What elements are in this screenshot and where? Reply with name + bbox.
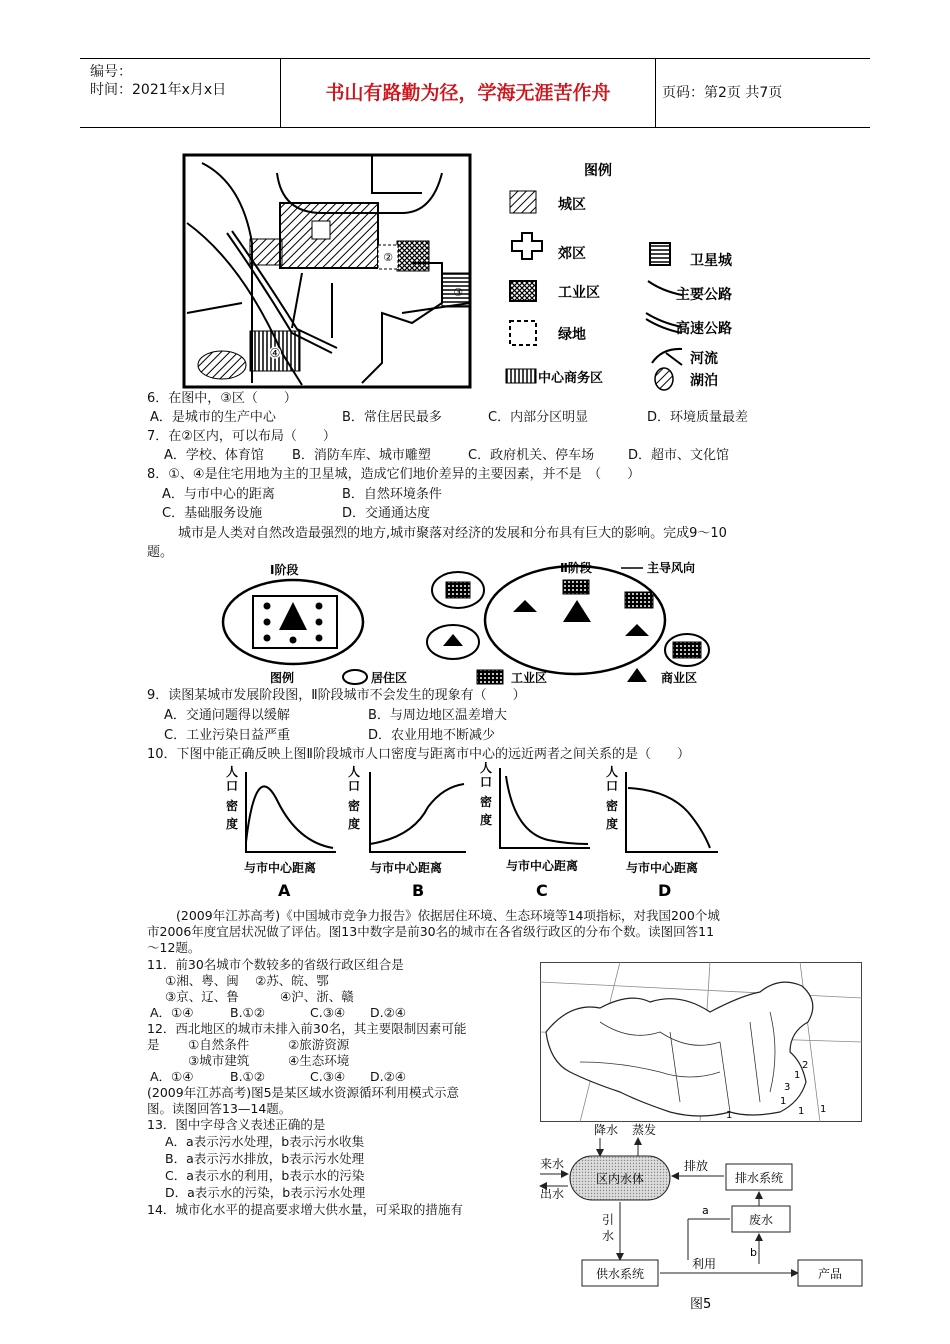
- legend-highway: 高速公路: [676, 321, 732, 337]
- legend-city: 城区: [558, 197, 586, 213]
- q14-stem: 14．城市化水平的提高要求增大供水量，可采取的措施有: [147, 1202, 463, 1217]
- intro-11-12-line3: ～12题。: [147, 940, 201, 955]
- q10-stem: 10．下图中能正确反映上图Ⅱ阶段城市人口密度与距离市中心的远近两者之间关系的是（ ）: [147, 747, 690, 762]
- q11-option-c: C.③④: [310, 1005, 346, 1020]
- q6-option-d: D．环境质量最差: [647, 410, 749, 425]
- q12-option-a: A．①④: [150, 1069, 194, 1084]
- svg-text:出水: 出水: [540, 1187, 565, 1201]
- svg-text:口: 口: [606, 779, 619, 793]
- curve-d: [606, 765, 718, 900]
- q8-option-a: A．与市中心的距离: [162, 487, 275, 502]
- header-motto: 书山有路勤为径，学海无涯苦作舟: [280, 59, 656, 127]
- time-label: 时间：2021年x月x日: [90, 82, 227, 98]
- legend-satellite: 卫星城: [690, 253, 732, 269]
- legend-main-road: 主要公路: [676, 287, 732, 303]
- intro-11-12-line1: (2009年江苏高考)《中国城市竞争力报告》依据居住环境、生态环境等14项指标，对我国200个城: [176, 908, 720, 923]
- svg-text:与市中心距离: 与市中心距离: [626, 861, 699, 875]
- page-info: 页码：第2页 共7页: [662, 85, 783, 101]
- q8-stem: 8．①、④是住宅用地为主的卫星城，造成它们地价差异的主要因素，并不是 （ ）: [147, 467, 641, 482]
- svg-text:度: 度: [480, 813, 493, 827]
- q12-group-2: ②旅游资源: [288, 1037, 350, 1052]
- svg-text:与市中心距离: 与市中心距离: [244, 861, 317, 875]
- svg-text:B: B: [412, 881, 425, 900]
- svg-text:A: A: [278, 881, 291, 900]
- svg-text:废水: 废水: [748, 1213, 774, 1227]
- q13-option-a: A．a表示污水处理，b表示污水收集: [165, 1134, 365, 1149]
- legend-residential: 居住区: [371, 671, 408, 685]
- svg-text:降水: 降水: [594, 1123, 619, 1137]
- q7-option-a: A．学校、体育馆: [164, 448, 264, 463]
- svg-text:b: b: [750, 1246, 757, 1259]
- stage2-label: Ⅱ阶段: [560, 561, 592, 575]
- svg-text:图5: 图5: [690, 1297, 712, 1312]
- svg-text:人: 人: [606, 765, 619, 779]
- q12-stem-line1: 12．西北地区的城市未排入前30名，其主要限制因素可能: [147, 1021, 467, 1036]
- legend-suburb: 郊区: [558, 246, 586, 262]
- q9-option-a: A．交通问题得以缓解: [164, 708, 290, 723]
- legend-cbd: 中心商务区: [538, 371, 604, 386]
- legend-river: 河流: [690, 351, 718, 367]
- q6-option-a: A．是城市的生产中心: [150, 410, 276, 425]
- curve-c: [480, 762, 590, 900]
- q7-option-c: C．政府机关、停车场: [468, 448, 595, 463]
- svg-text:人: 人: [348, 765, 361, 779]
- svg-text:度: 度: [226, 817, 239, 831]
- svg-text:水: 水: [602, 1229, 615, 1243]
- map-marker-4: ④: [269, 346, 281, 360]
- q7-option-b: B．消防车库、城市雕塑: [292, 448, 431, 463]
- svg-text:口: 口: [480, 775, 493, 789]
- intro-13-14-line2: 图。读图回答13—14题。: [147, 1101, 292, 1116]
- legend-industrial: 工业区: [558, 285, 600, 301]
- density-curves-figure: [218, 762, 738, 902]
- china-cities-map: [540, 962, 862, 1122]
- q8-option-b: B．自然环境条件: [342, 487, 442, 502]
- svg-text:引: 引: [602, 1213, 615, 1227]
- svg-text:1: 1: [820, 1104, 827, 1115]
- curve-a: [226, 765, 336, 900]
- svg-text:供水系统: 供水系统: [595, 1267, 645, 1281]
- q11-group-3: ③京、辽、鲁: [165, 989, 239, 1004]
- svg-text:D: D: [658, 881, 672, 900]
- svg-text:度: 度: [606, 817, 619, 831]
- svg-text:1: 1: [794, 1070, 801, 1081]
- q11-option-a: A．①④: [150, 1005, 194, 1020]
- stage-legend-title: 图例: [270, 671, 295, 685]
- svg-text:与市中心距离: 与市中心距离: [506, 859, 579, 873]
- svg-text:排放: 排放: [684, 1159, 709, 1173]
- city-map-figure: [182, 153, 772, 393]
- q12-option-c: C.③④: [310, 1069, 346, 1084]
- q12-stem-line2: 是: [147, 1037, 160, 1052]
- q12-group-4: ④生态环境: [288, 1053, 350, 1068]
- svg-text:C: C: [536, 881, 548, 900]
- svg-text:1: 1: [798, 1106, 805, 1117]
- wind-label: 主导风向: [647, 561, 696, 575]
- svg-text:蒸发: 蒸发: [632, 1123, 657, 1137]
- q8-option-d: D．交通通达度: [342, 506, 431, 521]
- svg-text:1: 1: [726, 1110, 733, 1121]
- svg-text:口: 口: [226, 779, 239, 793]
- svg-text:3: 3: [784, 1082, 791, 1093]
- q11-stem: 11．前30名城市个数较多的省级行政区组合是: [147, 957, 404, 972]
- q12-group-1: ①自然条件: [188, 1037, 250, 1052]
- svg-text:人: 人: [480, 762, 493, 775]
- map-marker-2: ②: [383, 251, 393, 264]
- svg-text:来水: 来水: [540, 1157, 565, 1171]
- intro-9-10-line2: 题。: [147, 545, 174, 560]
- legend-industry: 工业区: [511, 671, 548, 685]
- water-cycle-figure: [530, 1120, 866, 1318]
- legend-lake: 湖泊: [690, 373, 718, 389]
- q9-stem: 9．读图某城市发展阶段图，Ⅱ阶段城市不会发生的现象有（ ）: [147, 688, 526, 703]
- header-left-cell: [80, 59, 280, 127]
- page-header: [80, 58, 870, 128]
- svg-text:排水系统: 排水系统: [734, 1171, 784, 1185]
- svg-text:利用: 利用: [692, 1257, 717, 1271]
- q12-group-3: ③城市建筑: [188, 1053, 250, 1068]
- intro-9-10-line1: 城市是人类对自然改造最强烈的地方,城市聚落对经济的发展和分布具有巨大的影响。完成9～10: [178, 526, 727, 541]
- q7-option-d: D．超市、文化馆: [628, 448, 730, 463]
- q9-option-d: D．农业用地不断减少: [368, 728, 496, 743]
- q11-group-4: ④沪、浙、赣: [280, 989, 354, 1004]
- curve-b: [348, 765, 466, 900]
- svg-text:产品: 产品: [817, 1267, 843, 1281]
- legend-commercial: 商业区: [661, 671, 698, 685]
- q11-group-1: ①湘、粤、闽: [165, 973, 239, 988]
- svg-text:度: 度: [348, 817, 361, 831]
- svg-text:区内水体: 区内水体: [595, 1172, 645, 1186]
- q6-option-b: B．常住居民最多: [342, 410, 442, 425]
- legend-greenland: 绿地: [558, 327, 586, 343]
- intro-11-12-line2: 市2006年度宜居状况做了评估。图13中数字是前30名的城市在各省级行政区的分布个数。读图回答11: [147, 924, 715, 939]
- svg-text:a: a: [702, 1204, 709, 1217]
- svg-text:密: 密: [480, 795, 493, 809]
- q13-option-b: B．a表示污水排放，b表示污水处理: [165, 1151, 365, 1166]
- q13-option-c: C．a表示水的利用，b表示水的污染: [165, 1168, 365, 1183]
- q11-option-d: D.②④: [370, 1005, 407, 1020]
- q8-option-c: C．基础服务设施: [162, 506, 263, 521]
- svg-text:人: 人: [226, 765, 239, 779]
- svg-text:口: 口: [348, 779, 361, 793]
- svg-text:密: 密: [226, 799, 239, 813]
- q11-option-b: B.①②: [230, 1005, 265, 1020]
- intro-13-14-line1: (2009年江苏高考)图5是某区域水资源循环利用模式示意: [147, 1085, 460, 1100]
- q13-stem: 13．图中字母含义表述正确的是: [147, 1117, 326, 1132]
- q7-stem: 7．在②区内，可以布局（ ）: [147, 429, 336, 444]
- q13-option-d: D．a表示水的污染，b表示污水处理: [165, 1185, 366, 1200]
- stage1-label: Ⅰ阶段: [270, 563, 299, 577]
- svg-text:密: 密: [348, 799, 361, 813]
- svg-text:1: 1: [780, 1096, 787, 1107]
- q6-stem: 6．在图中，③区（ ）: [147, 391, 297, 406]
- q12-option-d: D.②④: [370, 1069, 407, 1084]
- serial-label: 编号：: [90, 64, 132, 80]
- svg-text:密: 密: [606, 799, 619, 813]
- svg-text:与市中心距离: 与市中心距离: [370, 861, 443, 875]
- q9-option-c: C．工业污染日益严重: [164, 728, 291, 743]
- q9-option-b: B．与周边地区温差增大: [368, 708, 507, 723]
- q11-group-2: ②苏、皖、鄂: [255, 973, 329, 988]
- svg-text:2: 2: [802, 1060, 809, 1071]
- map-marker-3: ③: [453, 286, 463, 299]
- city-stage-figure: [215, 560, 765, 688]
- legend-title: 图例: [584, 163, 612, 179]
- q6-option-c: C．内部分区明显: [488, 410, 589, 425]
- q12-option-b: B.①②: [230, 1069, 265, 1084]
